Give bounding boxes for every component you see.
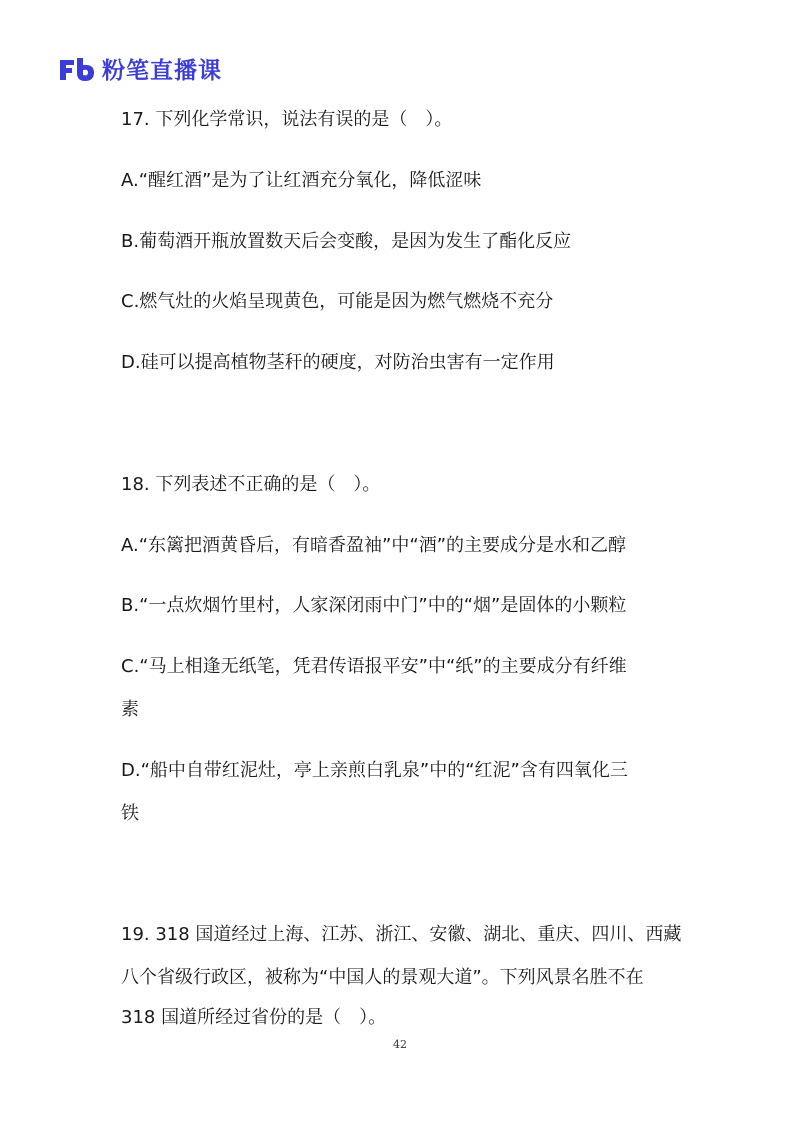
question-19-stem-line-2: 八个省级行政区，被称为“中国人的景观大道”。下列风景名胜不在: [121, 967, 644, 988]
question-18-option-d: D.“船中自带红泥灶，亭上亲煎白乳泉”中的“红泥”含有四氧化三: [121, 760, 628, 781]
question-18-option-a: A.“东篱把酒黄昏后，有暗香盈袖”中“酒”的主要成分是水和乙醇: [121, 535, 627, 556]
question-18-option-c: C.“马上相逢无纸笔，凭君传语报平安”中“纸”的主要成分有纤维: [121, 656, 627, 677]
logo-text: 粉笔直播课: [102, 58, 222, 84]
question-17-option-c: C.燃气灶的火焰呈现黄色，可能是因为燃气燃烧不充分: [121, 291, 554, 312]
question-19-stem-line-3: 318 国道所经过省份的是（ ）。: [121, 1007, 387, 1028]
page-number: 42: [393, 1038, 407, 1051]
question-18-stem: 18. 下列表述不正确的是（ ）。: [121, 474, 381, 495]
question-17-stem: 17. 下列化学常识，说法有误的是（ ）。: [121, 109, 453, 130]
fb-logo-icon: [58, 56, 96, 82]
question-18-option-b: B.“一点炊烟竹里村，人家深闭雨中门”中的“烟”是固体的小颗粒: [121, 595, 627, 616]
brand-logo: [58, 52, 222, 85]
question-17-option-d: D.硅可以提高植物茎秆的硬度，对防治虫害有一定作用: [121, 352, 555, 373]
question-18-option-d-cont: 铁: [121, 803, 139, 824]
question-17-option-a: A.“醒红酒”是为了让红酒充分氧化，降低涩味: [121, 170, 482, 191]
question-19-stem-line-1: 19. 318 国道经过上海、江苏、浙江、安徽、湖北、重庆、四川、西藏: [121, 924, 682, 945]
question-18-option-c-cont: 素: [121, 699, 139, 720]
question-17-option-b: B.葡萄酒开瓶放置数天后会变酸，是因为发生了酯化反应: [121, 231, 572, 252]
